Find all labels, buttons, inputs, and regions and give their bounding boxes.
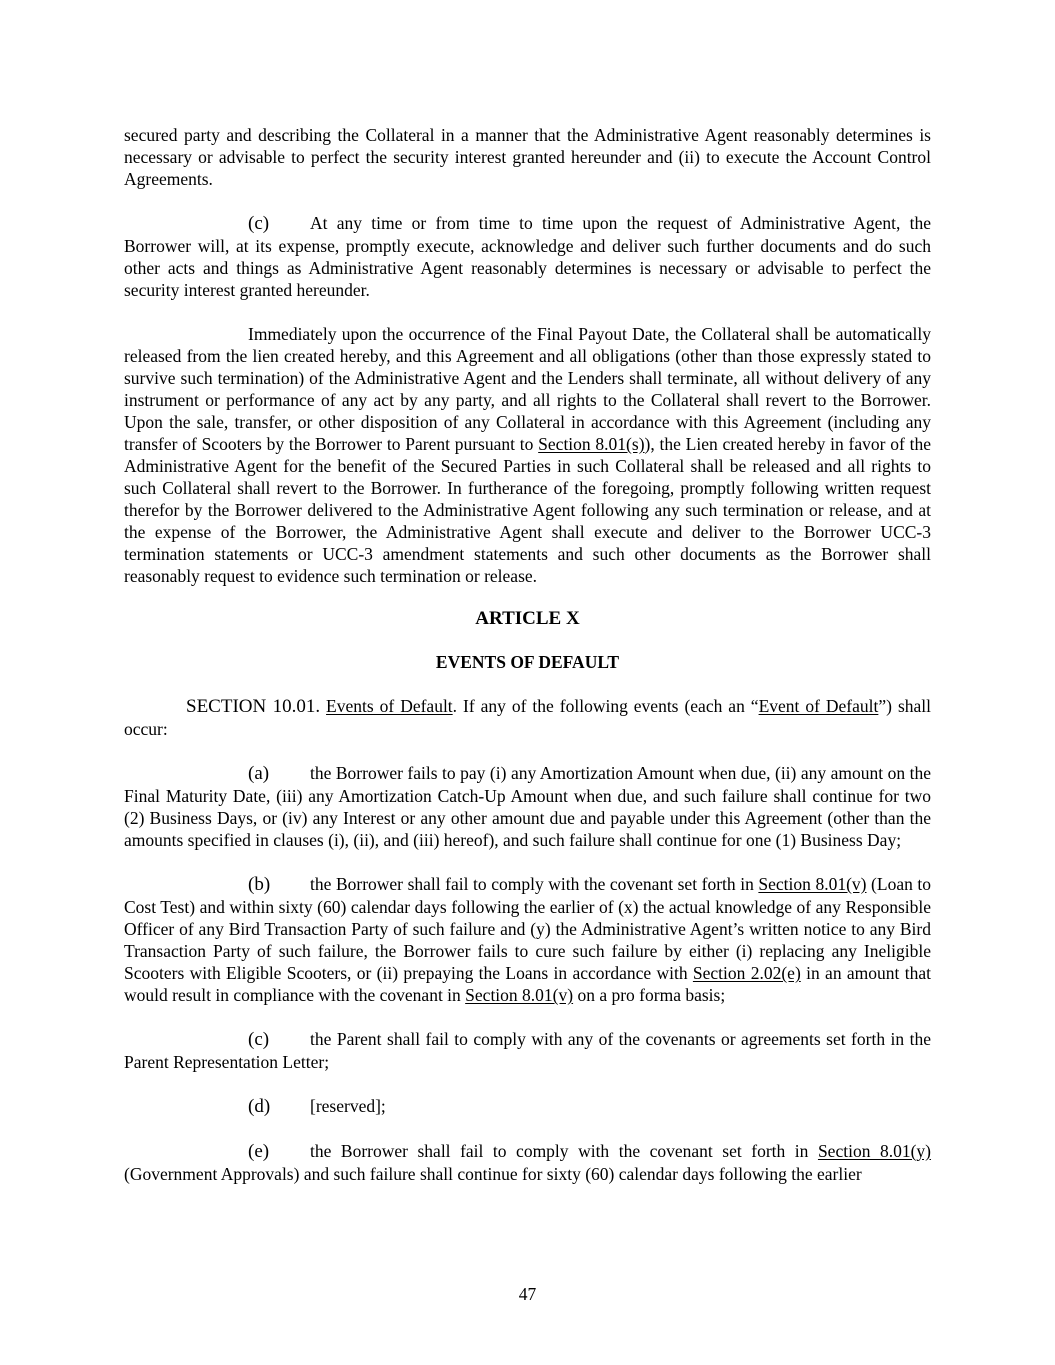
section-reference-8-01-v-second: Section 8.01(v) (465, 985, 574, 1005)
release-text-a: Immediately upon the occurrence of the Final Payout Date, the Collateral shall be automatically released from the lien created hereby, and this Agreement and all obligations (other than those expressly stated to survive such termination) of the Administrative Agent and the Lenders shall terminate, all without delivery of any instrument or performance of any act by any party, and all rights to the Collateral shall revert to the Borrower. Upon the sale, transfer, or other disposition of any Collateral in accordance with this Agreement (including any transfer of Scooters by the Borrower to Parent pursuant to (124, 324, 931, 454)
clause-text-a: the Borrower fails to pay (i) any Amortization Amount when due, (ii) any amount on the Final Maturity Date, (iii) any Amortization Catch-Up Amount when due, and such failure shall continue for two (2) Business Days, or (iv) any Interest or any other amount due and payable under this Agreement (other than the amounts specified in clauses (i), (ii), and (iii) hereof), and such failure shall continue for one (1) Business Day; (124, 763, 931, 850)
section-reference-8-01-y: Section 8.01(y) (817, 1141, 932, 1161)
clause-d (124, 1095, 931, 1118)
clause-text-c2: the Parent shall fail to comply with any of the covenants or agreements set forth in the Parent Representation Letter; (124, 1029, 931, 1072)
article-subtitle: EVENTS OF DEFAULT (435, 652, 620, 672)
clause-label-c2: (c) (248, 1029, 270, 1050)
clause-e-text-1: the Borrower shall fail to comply with the covenant set forth in (310, 1141, 818, 1161)
clause-b-text-3: in an amount that would result in compliance with the covenant in (124, 963, 931, 1005)
clause-text-d: [reserved]; (310, 1096, 386, 1116)
clause-e (124, 1140, 931, 1185)
clause-label-b: (b) (248, 874, 271, 895)
section-number: SECTION 10.01. (186, 696, 321, 717)
clause-b (124, 873, 931, 1006)
section-reference-8-01-v: Section 8.01(v) (758, 874, 867, 894)
section-10-01-intro (124, 695, 931, 740)
clause-a (124, 762, 931, 851)
release-text-b: ), the Lien created hereby in favor of the Administrative Agent for the benefit of the Secured Parties in such Collateral shall be released and all rights to such Collateral shall revert to the Borrower. In furtherance of the foregoing, promptly following written request therefor by the Borrower delivered to the Administrative Agent following any such termination or release, and at the expense of the Borrower, the Administrative Agent shall execute and deliver to the Borrower UCC-3 termination statements or UCC-3 amendment statements and such other documents as the Borrower shall reasonably request to evidence such termination or release. (124, 434, 931, 586)
clause-b-text-4: on a pro forma basis; (573, 985, 726, 1005)
paragraph-further-assurances (124, 212, 931, 301)
article-title: ARTICLE X (475, 608, 580, 629)
section-text-a: . If any of the following events (each an “ (452, 696, 759, 716)
document-page (124, 124, 931, 1185)
paragraph-continuation: secured party and describing the Collateral in a manner that the Administrative Agent reasonably determines is necessary or advisable to perfect the security interest granted hereunder and (ii) to execute the Account Control Agreements. (124, 125, 931, 189)
clause-label-d: (d) (248, 1096, 271, 1117)
clause-b-text-1: the Borrower shall fail to comply with the covenant set forth in (310, 874, 759, 894)
clause-c (124, 1028, 931, 1073)
clause-label-a: (a) (248, 763, 270, 784)
clause-label-c: (c) (248, 213, 270, 234)
section-reference-8-01-s: Section 8.01(s) (538, 434, 645, 454)
clause-text-c: At any time or from time to time upon the request of Administrative Agent, the Borrower will, at its expense, promptly execute, acknowledge and deliver such further documents and do such other acts and things as Administrative Agent reasonably determines is necessary or advisable to perfect the security interest granted hereunder. (124, 213, 931, 300)
section-reference-2-02-e: Section 2.02(e) (692, 963, 801, 983)
section-heading: Events of Default (326, 696, 453, 716)
clause-e-text-2: (Government Approvals) and such failure shall continue for sixty (60) calendar days following the earlier (124, 1164, 862, 1184)
paragraph-release (124, 323, 931, 587)
section-text-b: ”) shall occur: (124, 696, 931, 739)
clause-label-e: (e) (248, 1141, 270, 1162)
defined-term: Event of Default (758, 696, 879, 716)
clause-b-text-2: (Loan to Cost Test) and within sixty (60) calendar days following the earlier of (x) the actual knowledge of any Responsible Officer of any Bird Transaction Party of such failure and (y) the Administrative Agent’s written notice to any Bird Transaction Party of such failure, the Borrower fails to cure such failure by either (i) replacing any Ineligible Scooters with Eligible Scooters, or (ii) prepaying the Loans in accordance with (124, 874, 932, 983)
page-number: 47 (518, 1284, 537, 1304)
